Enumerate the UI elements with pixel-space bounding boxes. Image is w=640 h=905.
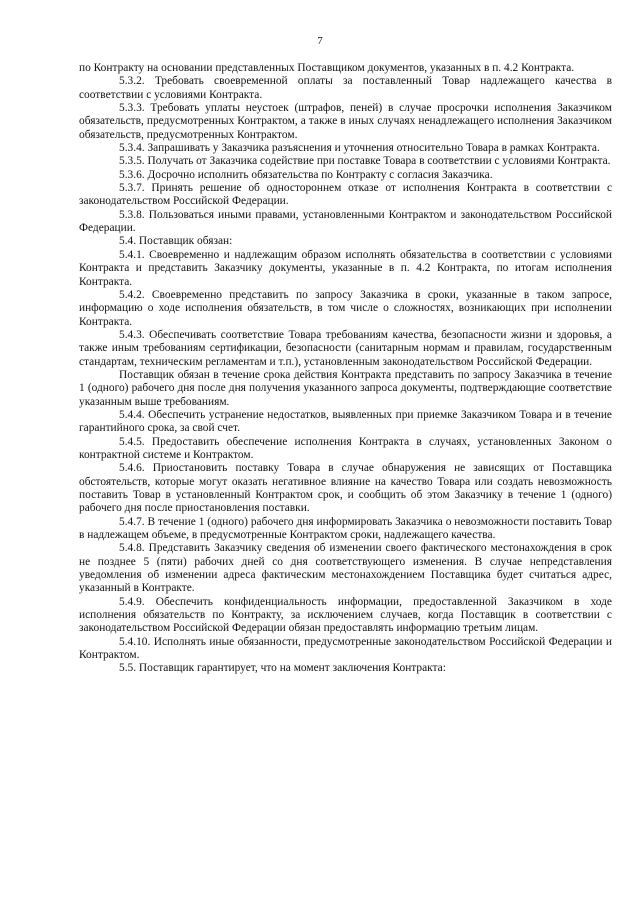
- paragraph-5-3-4: 5.3.4. Запрашивать у Заказчика разъяснения и уточнения относительно Товара в рамках Контракта.: [119, 142, 600, 155]
- document-body: [79, 62, 612, 676]
- page-number: 7: [317, 35, 323, 47]
- paragraph-5-3-8: 5.3.8. Пользоваться иными правами, установленными Контрактом и законодательством Российской Федерации.: [79, 208, 612, 235]
- paragraph: по Контракту на основании представленных Поставщиком документов, указанных в п. 4.2 Контракта.: [79, 62, 575, 74]
- paragraph-5-3-5: 5.3.5. Получать от Заказчика содействие при поставке Товара в соответствии с условиями Контракта.: [119, 155, 611, 168]
- paragraph-5-4-6: 5.4.6. Приостановить поставку Товара в случае обнаружения не зависящих от Поставщика обстоятельств, которые могут оказать негативное влияние на качество Товара или создать невозможность поставить Товар в установленный Контрактом срок, и сообщить об этом Заказчику в течение 1 (одного) рабочего дня после приостановления поставки.: [79, 462, 612, 515]
- paragraph-5-4-7: 5.4.7. В течение 1 (одного) рабочего дня информировать Заказчика о невозможности поставить Товар в надлежащем объеме, в предусмотренные Контрактом сроки, надлежащего качества.: [79, 515, 612, 542]
- paragraph-5-3-7: 5.3.7. Принять решение об одностороннем отказе от исполнения Контракта в соответствии с законодательством Российской Федерации.: [79, 182, 612, 208]
- paragraph-5-3-2: 5.3.2. Требовать своевременной оплаты за поставленный Товар надлежащего качества в соответствии с условиями Контракта.: [79, 75, 612, 101]
- paragraph-5-5: 5.5. Поставщик гарантирует, что на момент заключения Контракта:: [119, 662, 446, 675]
- section-heading-5-4: 5.4. Поставщик обязан:: [119, 235, 233, 248]
- paragraph-5-4-3: 5.4.3. Обеспечивать соответствие Товара требованиям качества, безопасности жизни и здоровья, а также иным требованиям сертификации, безопасности (санитарным нормам и правилам, государственным стандартам, техническим регламентам и т.п.), установленным законодательством Российской Федерации.: [79, 328, 612, 368]
- paragraph-5-4-5: 5.4.5. Предоставить обеспечение исполнения Контракта в случаях, установленных Законом о контрактной системе и Контрактом.: [79, 435, 612, 461]
- paragraph-5-4-3-note: Поставщик обязан в течение срока действия Контракта представить по запросу Заказчика в течение 1 (одного) рабочего дня после дня получения указанного запроса документы, подтверждающие соответствие указанным выше требованиям.: [79, 368, 612, 408]
- paragraph-5-3-3: 5.3.3. Требовать уплаты неустоек (штрафов, пеней) в случае просрочки исполнения Заказчиком обязательств, предусмотренных Контрактом, а также в иных случаях ненадлежащего исполнения Заказчиком обязательств, предусмотренных Контрактом.: [79, 102, 612, 141]
- paragraph-5-3-6: 5.3.6. Досрочно исполнить обязательства по Контракту с согласия Заказчика.: [119, 168, 493, 181]
- paragraph-5-4-10: 5.4.10. Исполнять иные обязанности, предусмотренные законодательством Российской Федерации и Контрактом.: [79, 635, 612, 662]
- paragraph-5-4-8: 5.4.8. Представить Заказчику сведения об изменении своего фактического местонахождения в срок не позднее 5 (пяти) рабочих дней со дня соответствующего изменения. В случае непредставления уведомления об изменении адреса фактическим местонахождением Поставщика будет считаться адрес, указанный в Контракте.: [79, 542, 612, 595]
- paragraph-5-4-2: 5.4.2. Своевременно представить по запросу Заказчика в сроки, указанные в таком запросе, информацию о ходе исполнения обязательств, в том числе о сложностях, возникающих при исполнении Контракта.: [79, 288, 612, 328]
- paragraph-5-4-9: 5.4.9. Обеспечить конфиденциальность информации, предоставленной Заказчиком в ходе исполнения обязательств по Контракту, за исключением случаев, когда Поставщик в соответствии с законодательством Российской Федерации обязан предоставлять информацию третьим лицам.: [79, 595, 612, 635]
- paragraph-5-4-4: 5.4.4. Обеспечить устранение недостатков, выявленных при приемке Заказчиком Товара и в течение гарантийного срока, за свой счет.: [79, 408, 612, 435]
- paragraph-5-4-1: 5.4.1. Своевременно и надлежащим образом исполнять обязательства в соответствии с условиями Контракта и представить Заказчику документы, указанные в п. 4.2 Контракта, по итогам исполнения Контракта.: [79, 248, 612, 288]
